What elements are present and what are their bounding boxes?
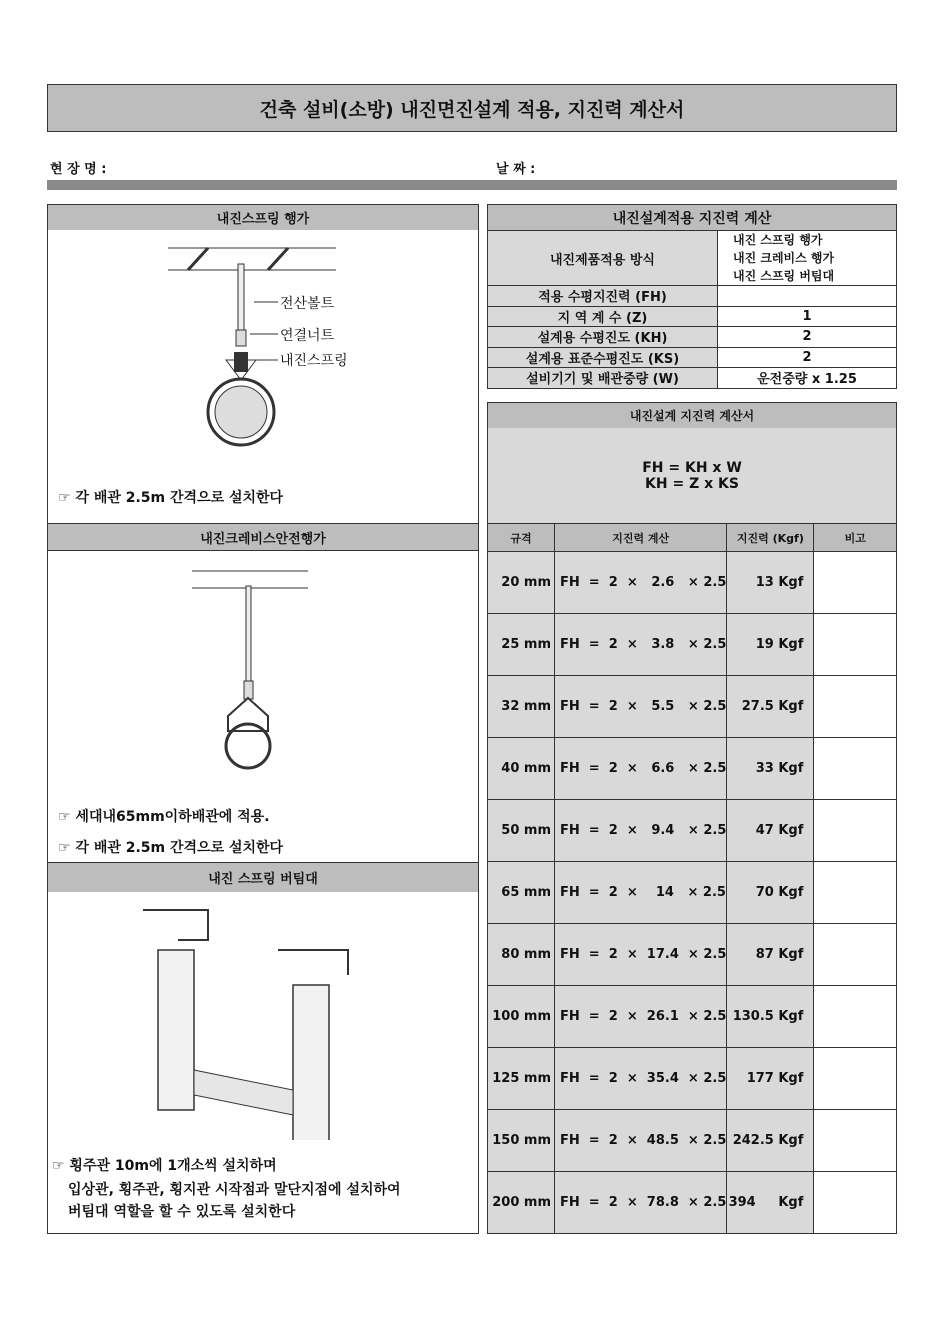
formula-box [487, 428, 897, 524]
param-label: 지 역 계 수 (Z) [488, 306, 718, 327]
force-calc: FH = 2 × 9.4 × 2.5 [555, 800, 727, 862]
force-value: 70 Kgf [727, 862, 814, 924]
table-row [488, 800, 897, 862]
panel-header-spring-hanger: 내진스프링 행가 [47, 204, 479, 231]
pipe-size: 32 mm [488, 676, 555, 738]
col-size: 규격 [488, 524, 555, 552]
panel-header-clevis-hanger: 내진크레비스안전행가 [47, 523, 479, 551]
callout-threaded-bolt: 전산볼트 [280, 296, 335, 312]
force-value: 47 Kgf [727, 800, 814, 862]
calc-sheet-header: 내진설계 지진력 계산서 [487, 402, 897, 429]
panel3-note-1: ☞ 횡주관 10m에 1개소씩 설치하며 [52, 1158, 277, 1174]
remarks [814, 986, 897, 1048]
pipe-size: 100 mm [488, 986, 555, 1048]
force-value: 27.5 Kgf [727, 676, 814, 738]
method-item: 내진 스프링 버팀대 [733, 269, 835, 283]
force-value: 242.5 Kgf [727, 1110, 814, 1172]
pipe-size: 20 mm [488, 552, 555, 614]
seismic-calc-table [487, 523, 897, 1234]
panel1-note: ☞ 각 배관 2.5m 간격으로 설치한다 [58, 490, 284, 506]
calc-header: 내진설계적용 지진력 계산 [487, 204, 897, 231]
remarks [814, 1048, 897, 1110]
table-row [488, 738, 897, 800]
pipe-size: 65 mm [488, 862, 555, 924]
force-calc: FH = 2 × 2.6 × 2.5 [555, 552, 727, 614]
formula-kh: KH = Z x KS [645, 475, 739, 492]
param-value [718, 286, 897, 307]
table-row [488, 614, 897, 676]
force-value: 19 Kgf [727, 614, 814, 676]
table-row [488, 1110, 897, 1172]
force-value: 177 Kgf [727, 1048, 814, 1110]
method-item: 내진 스프링 행가 [733, 233, 823, 247]
col-calc: 지진력 계산 [555, 524, 727, 552]
pipe-size: 150 mm [488, 1110, 555, 1172]
callout-seismic-spring: 내진스프링 [280, 353, 348, 369]
panel-spring-brace [47, 892, 479, 1234]
remarks [814, 614, 897, 676]
table-row [488, 862, 897, 924]
panel-clevis-hanger [47, 551, 479, 863]
param-label: 설계용 수평진도 (KH) [488, 327, 718, 348]
clevis-hanger-illustration [188, 566, 328, 786]
document-title: 건축 설비(소방) 내진면진설계 적용, 지진력 계산서 [47, 84, 897, 132]
param-value: 2 [718, 347, 897, 368]
param-value: 1 [718, 306, 897, 327]
pipe-size: 125 mm [488, 1048, 555, 1110]
remarks [814, 862, 897, 924]
table-row [488, 986, 897, 1048]
remarks [814, 552, 897, 614]
force-value: 33 Kgf [727, 738, 814, 800]
pipe-size: 80 mm [488, 924, 555, 986]
force-calc: FH = 2 × 5.5 × 2.5 [555, 676, 727, 738]
force-calc: FH = 2 × 6.6 × 2.5 [555, 738, 727, 800]
remarks [814, 1172, 897, 1234]
force-calc: FH = 2 × 26.1 × 2.5 [555, 986, 727, 1048]
remarks [814, 738, 897, 800]
divider-bar [47, 180, 897, 190]
panel2-note-2: ☞ 각 배관 2.5m 간격으로 설치한다 [58, 840, 284, 856]
force-calc: FH = 2 × 48.5 × 2.5 [555, 1110, 727, 1172]
panel2-note-1: ☞ 세대내65mm이하배관에 적용. [58, 809, 270, 825]
param-label: 설비기기 및 배관중량 (W) [488, 368, 718, 389]
seismic-params-table [487, 230, 897, 389]
param-row [488, 368, 897, 389]
param-label: 설계용 표준수평진도 (KS) [488, 347, 718, 368]
remarks [814, 1110, 897, 1172]
table-row [488, 676, 897, 738]
pipe-size: 50 mm [488, 800, 555, 862]
col-force: 지진력 (Kgf) [727, 524, 814, 552]
force-calc: FH = 2 × 14 × 2.5 [555, 862, 727, 924]
param-row [488, 347, 897, 368]
table-row [488, 552, 897, 614]
param-row [488, 286, 897, 307]
force-value: 130.5 Kgf [727, 986, 814, 1048]
param-label: 적용 수평지진력 (FH) [488, 286, 718, 307]
panel3-note-3: 버팀대 역할을 할 수 있도록 설치한다 [68, 1204, 296, 1220]
callout-coupling-nut: 연결너트 [280, 328, 335, 344]
pipe-size: 200 mm [488, 1172, 555, 1234]
param-row [488, 327, 897, 348]
remarks [814, 924, 897, 986]
pipe-size: 25 mm [488, 614, 555, 676]
method-list [718, 231, 897, 286]
date-label: 날 짜 : [496, 162, 536, 177]
panel-spring-hanger [47, 230, 479, 524]
force-calc: FH = 2 × 3.8 × 2.5 [555, 614, 727, 676]
pipe-size: 40 mm [488, 738, 555, 800]
remarks [814, 800, 897, 862]
force-value: 13 Kgf [727, 552, 814, 614]
method-label: 내진제품적용 방식 [488, 231, 718, 286]
table-row [488, 1172, 897, 1234]
method-item: 내진 크레비스 행가 [733, 251, 835, 265]
force-calc: FH = 2 × 78.8 × 2.5 [555, 1172, 727, 1234]
panel3-note-2: 입상관, 횡주관, 횡지관 시작점과 말단지점에 설치하여 [68, 1182, 401, 1198]
col-remarks: 비고 [814, 524, 897, 552]
force-calc: FH = 2 × 17.4 × 2.5 [555, 924, 727, 986]
table-row [488, 1048, 897, 1110]
formula-fh: FH = KH x W [642, 459, 742, 476]
remarks [814, 676, 897, 738]
force-calc: FH = 2 × 35.4 × 2.5 [555, 1048, 727, 1110]
force-value: 87 Kgf [727, 924, 814, 986]
param-row [488, 306, 897, 327]
site-name-label: 현 장 명 : [50, 162, 107, 177]
param-value: 2 [718, 327, 897, 348]
table-row [488, 924, 897, 986]
force-value: 394 Kgf [727, 1172, 814, 1234]
spring-brace-illustration [138, 900, 418, 1140]
panel-header-spring-brace: 내진 스프링 버팀대 [47, 862, 479, 893]
param-value: 운전중량 x 1.25 [718, 368, 897, 389]
